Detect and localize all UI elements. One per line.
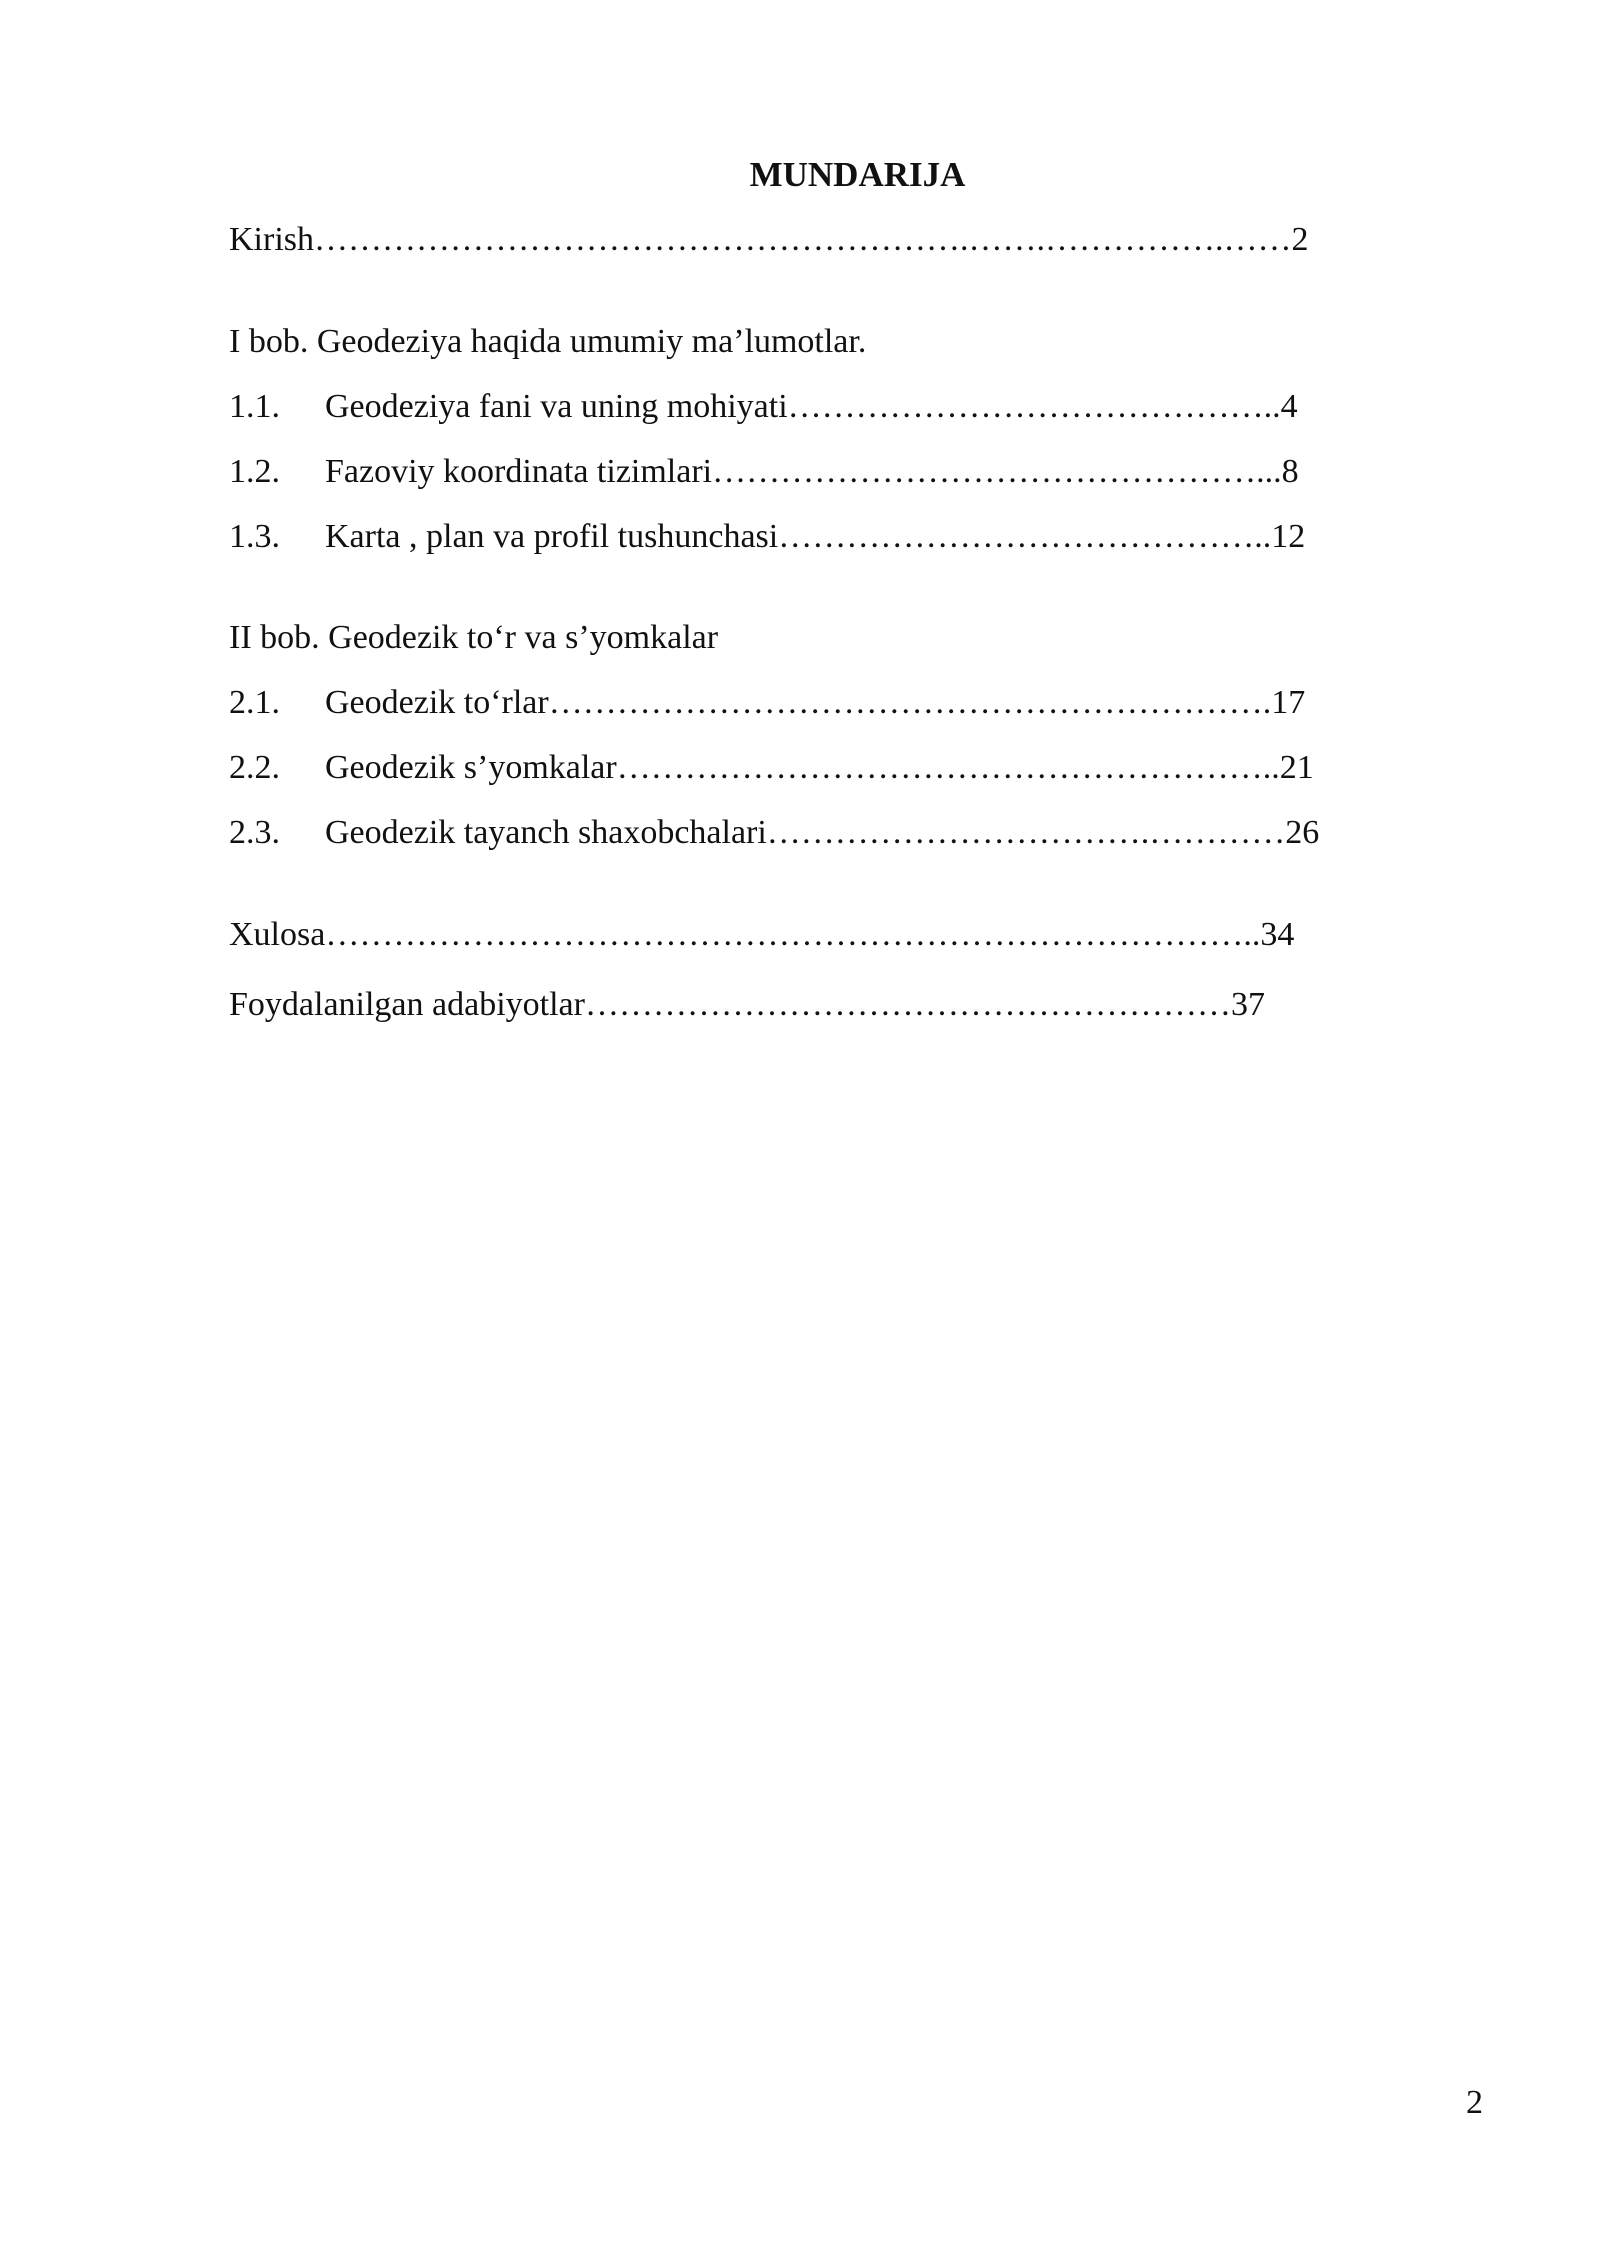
- toc-entry-introduction: Kirish………………………………………………….…….…………….……2: [229, 221, 1309, 258]
- toc-entry-2-2: [229, 743, 1314, 793]
- toc-entry-text: Fazoviy koordinata tizimlari…………………………………………...8: [325, 453, 1299, 490]
- toc-entry-2-3: [229, 808, 1319, 858]
- toc-entry-number: 1.2.: [229, 453, 280, 490]
- toc-entry-number: 2.1.: [229, 684, 280, 721]
- toc-entry-text: Geodezik tayanch shaxobchalari…………………………….…………26: [325, 814, 1320, 851]
- toc-entry-1-2: [229, 447, 1299, 497]
- toc-entry-1-3: [229, 512, 1305, 562]
- toc-chapter-1-title: I bob. Geodeziya haqida umumiy ma’lumotlar.: [229, 323, 867, 360]
- toc-entry-1-1: [229, 382, 1298, 432]
- toc-chapter-2-title: II bob. Geodezik to‘r va s’yomkalar: [229, 619, 719, 656]
- toc-entry-references: Foydalanilgan adabiyotlar…………………………………………………37: [229, 986, 1265, 1023]
- toc-entry-text: Geodeziya fani va uning mohiyati……………………………………..4: [325, 388, 1298, 425]
- toc-entry-text: Karta , plan va profil tushunchasi……………………………………..12: [325, 518, 1306, 555]
- toc-entry-number: 1.1.: [229, 388, 280, 425]
- page-title: MUNDARIJA: [749, 155, 966, 194]
- page-number: 2: [1466, 2084, 1483, 2121]
- toc-entry-number: 2.3.: [229, 814, 280, 851]
- toc-entry-number: 1.3.: [229, 518, 280, 555]
- toc-entry-text: Geodezik to‘rlar……………………………………………………….17: [325, 684, 1306, 721]
- toc-entry-text: Geodezik s’yomkalar…………………………………………………..21: [325, 749, 1314, 786]
- toc-entry-conclusion: Xulosa………………………………………………………………………..34: [229, 916, 1295, 953]
- toc-entry-number: 2.2.: [229, 749, 280, 786]
- toc-entry-2-1: [229, 678, 1305, 728]
